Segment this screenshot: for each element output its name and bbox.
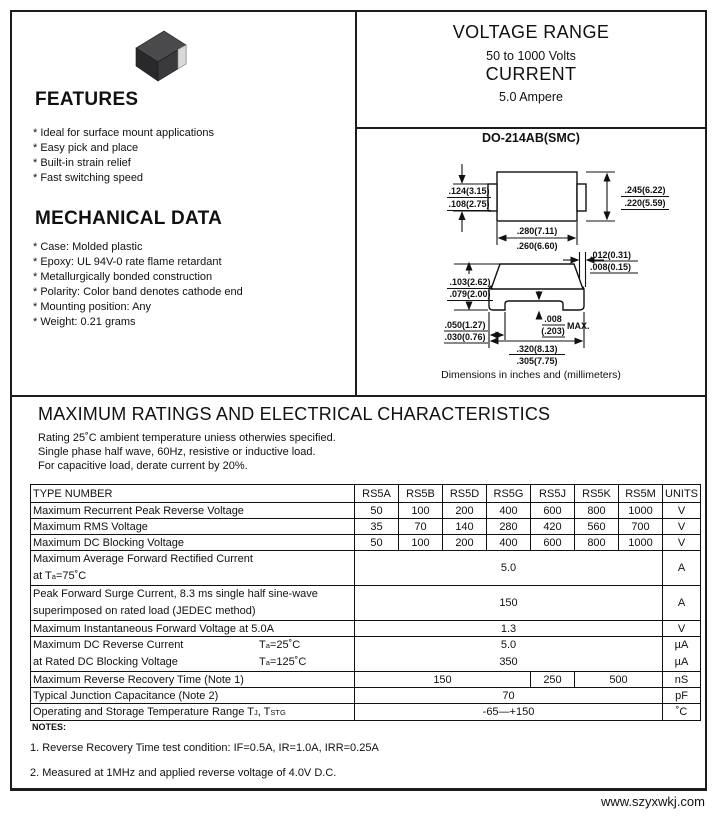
row-value: 420	[531, 519, 575, 535]
row-label: Typical Junction Capacitance (Note 2)	[31, 688, 355, 704]
feature-item: * Easy pick and place	[33, 142, 139, 154]
website-link[interactable]: www.szyxwkj.com	[600, 794, 705, 809]
dim-lead-thickness-min: .008(0.15)	[590, 262, 632, 272]
row-value: 200	[443, 503, 487, 519]
row-label: Operating and Storage Temperature Range TJ, TSTG	[31, 704, 355, 721]
row-value: 50	[355, 503, 399, 519]
col-header: RS5A	[355, 485, 399, 503]
col-header-units: UNITS	[663, 485, 701, 503]
package-name: DO-214AB(SMC)	[482, 131, 580, 145]
row-label: Maximum Instantaneous Forward Voltage at 5.0A	[31, 621, 355, 637]
row-value: 1000	[619, 535, 663, 551]
dim-standoff-inches: .008	[544, 314, 562, 324]
table-row	[31, 621, 701, 637]
row-unit: pF	[663, 688, 701, 704]
row-unit: V	[663, 519, 701, 535]
mechanical-data-list	[33, 240, 243, 330]
row-value: 1.3	[355, 621, 663, 637]
condition-line: Single phase half wave, 60Hz, resistive or inductive load.	[38, 445, 316, 458]
row-label: Maximum Average Forward Rectified Current at Ta=75˚C	[31, 551, 355, 586]
feature-item: * Built-in strain relief	[33, 157, 131, 169]
current-title: CURRENT	[485, 64, 577, 84]
dim-package-height-max: .103(2.62)	[449, 277, 491, 287]
ratings-title: MAXIMUM RATINGS AND ELECTRICAL CHARACTERISTICS	[38, 404, 551, 424]
dim-overall-width-max: .320(8.13)	[516, 344, 558, 354]
row-value: -65—+150	[355, 704, 663, 721]
dim-body-height-max: .245(6.22)	[624, 185, 666, 195]
feature-item: * Fast switching speed	[33, 172, 144, 184]
package-dimension-drawing	[357, 148, 705, 368]
row-value: 150	[355, 672, 531, 688]
row-value: 560	[575, 519, 619, 535]
col-header: RS5B	[399, 485, 443, 503]
row-unit: V	[663, 503, 701, 519]
table-row	[31, 586, 701, 621]
row-unit: V	[663, 621, 701, 637]
condition-line: Rating 25˚C ambient temperature uniess otherwies specified.	[38, 432, 336, 444]
smd-package-image	[128, 24, 192, 84]
row-value: 200	[443, 535, 487, 551]
mechanical-item: * Polarity: Color band denotes cathode end	[33, 286, 243, 298]
table-header-row	[31, 485, 701, 503]
col-header: RS5D	[443, 485, 487, 503]
table-row	[31, 672, 701, 688]
row-unit: A	[663, 586, 701, 621]
mechanical-item: * Metallurgically bonded construction	[33, 271, 213, 283]
mechanical-item: * Epoxy: UL 94V-0 rate flame retardant	[33, 256, 222, 268]
dim-standoff-max-label: MAX.	[567, 321, 590, 331]
table-row	[31, 503, 701, 519]
row-value: 400	[487, 535, 531, 551]
dim-tab-height-min: .108(2.75)	[448, 199, 490, 209]
row-unit: ˚C	[663, 704, 701, 721]
row-value: 100	[399, 503, 443, 519]
row-value: 50	[355, 535, 399, 551]
ratings-table	[30, 484, 701, 721]
table-row	[31, 551, 701, 586]
dim-body-height-min: .220(5.59)	[624, 198, 666, 208]
row-value: 70	[399, 519, 443, 535]
voltage-current-box	[357, 12, 705, 129]
condition-line: For capacitive load, derate current by 20%.	[38, 459, 248, 472]
row-value: 700	[619, 519, 663, 535]
col-header: RS5K	[575, 485, 619, 503]
table-row	[31, 535, 701, 551]
table-row	[31, 637, 701, 672]
mechanical-item: * Weight: 0.21 grams	[33, 316, 136, 328]
col-header: RS5M	[619, 485, 663, 503]
voltage-range-value: 50 to 1000 Volts	[486, 49, 576, 63]
features-list	[33, 126, 214, 186]
dim-standoff-mm: (.203)	[541, 326, 565, 336]
mechanical-data-title: MECHANICAL DATA	[35, 208, 223, 229]
page-border	[10, 10, 707, 791]
notes-title: NOTES:	[32, 722, 67, 732]
note-item: 1. Reverse Recovery Time test condition: IF=0.5A, IR=1.0A, IRR=0.25A	[30, 742, 379, 754]
current-value: 5.0 Ampere	[499, 90, 563, 104]
row-value: 100	[399, 535, 443, 551]
dimensions-caption: Dimensions in inches and (millimeters)	[441, 369, 621, 381]
row-label: Maximum DC Blocking Voltage	[31, 535, 355, 551]
dim-lead-thickness-max: .012(0.31)	[590, 250, 632, 260]
dim-tab-height-max: .124(3.15)	[448, 186, 490, 196]
col-header-type-number: TYPE NUMBER	[31, 485, 355, 503]
right-panel	[355, 12, 705, 395]
col-header: RS5G	[487, 485, 531, 503]
row-value: 400	[487, 503, 531, 519]
row-value: 35	[355, 519, 399, 535]
row-value: 1000	[619, 503, 663, 519]
row-unit: µA µA	[663, 637, 701, 672]
row-value: 800	[575, 535, 619, 551]
row-label: Peak Forward Surge Current, 8.3 ms single half sine-wave superimposed on rated load (JEDEC method)	[31, 586, 355, 621]
row-value: 800	[575, 503, 619, 519]
row-value: 280	[487, 519, 531, 535]
dim-package-height-min: .079(2.00)	[449, 289, 491, 299]
feature-item: * Ideal for surface mount applications	[33, 127, 214, 139]
features-title: FEATURES	[35, 89, 139, 110]
row-label: Maximum Recurrent Peak Reverse Voltage	[31, 503, 355, 519]
row-value: 600	[531, 503, 575, 519]
row-unit: V	[663, 535, 701, 551]
row-label: Maximum RMS Voltage	[31, 519, 355, 535]
col-header: RS5J	[531, 485, 575, 503]
mechanical-item: * Case: Molded plastic	[33, 241, 143, 253]
table-row	[31, 519, 701, 535]
row-unit: nS	[663, 672, 701, 688]
dim-body-width-min: .260(6.60)	[516, 241, 558, 251]
dim-foot-length-max: .050(1.27)	[444, 320, 486, 330]
voltage-range-title: VOLTAGE RANGE	[452, 22, 610, 42]
section-divider	[12, 395, 705, 397]
row-value: 70	[355, 688, 663, 704]
note-item: 2. Measured at 1MHz and applied reverse voltage of 4.0V D.C.	[30, 767, 337, 779]
mechanical-item: * Mounting position: Any	[33, 301, 152, 313]
dim-body-width-max: .280(7.11)	[516, 226, 558, 236]
row-value: 140	[443, 519, 487, 535]
row-unit: A	[663, 551, 701, 586]
row-value: 5.0 350	[355, 637, 663, 672]
row-value: 250	[531, 672, 575, 688]
row-value: 600	[531, 535, 575, 551]
row-label: Maximum Reverse Recovery Time (Note 1)	[31, 672, 355, 688]
ratings-conditions	[38, 432, 336, 473]
row-value: 5.0	[355, 551, 663, 586]
table-row	[31, 704, 701, 721]
row-value: 500	[575, 672, 663, 688]
table-row	[31, 688, 701, 704]
dim-foot-length-min: .030(0.76)	[444, 332, 486, 342]
row-label: Maximum DC Reverse Current Ta=25˚C at Rated DC Blocking Voltage Ta=125˚C	[31, 637, 355, 672]
dim-overall-width-min: .305(7.75)	[516, 356, 558, 366]
row-value: 150	[355, 586, 663, 621]
